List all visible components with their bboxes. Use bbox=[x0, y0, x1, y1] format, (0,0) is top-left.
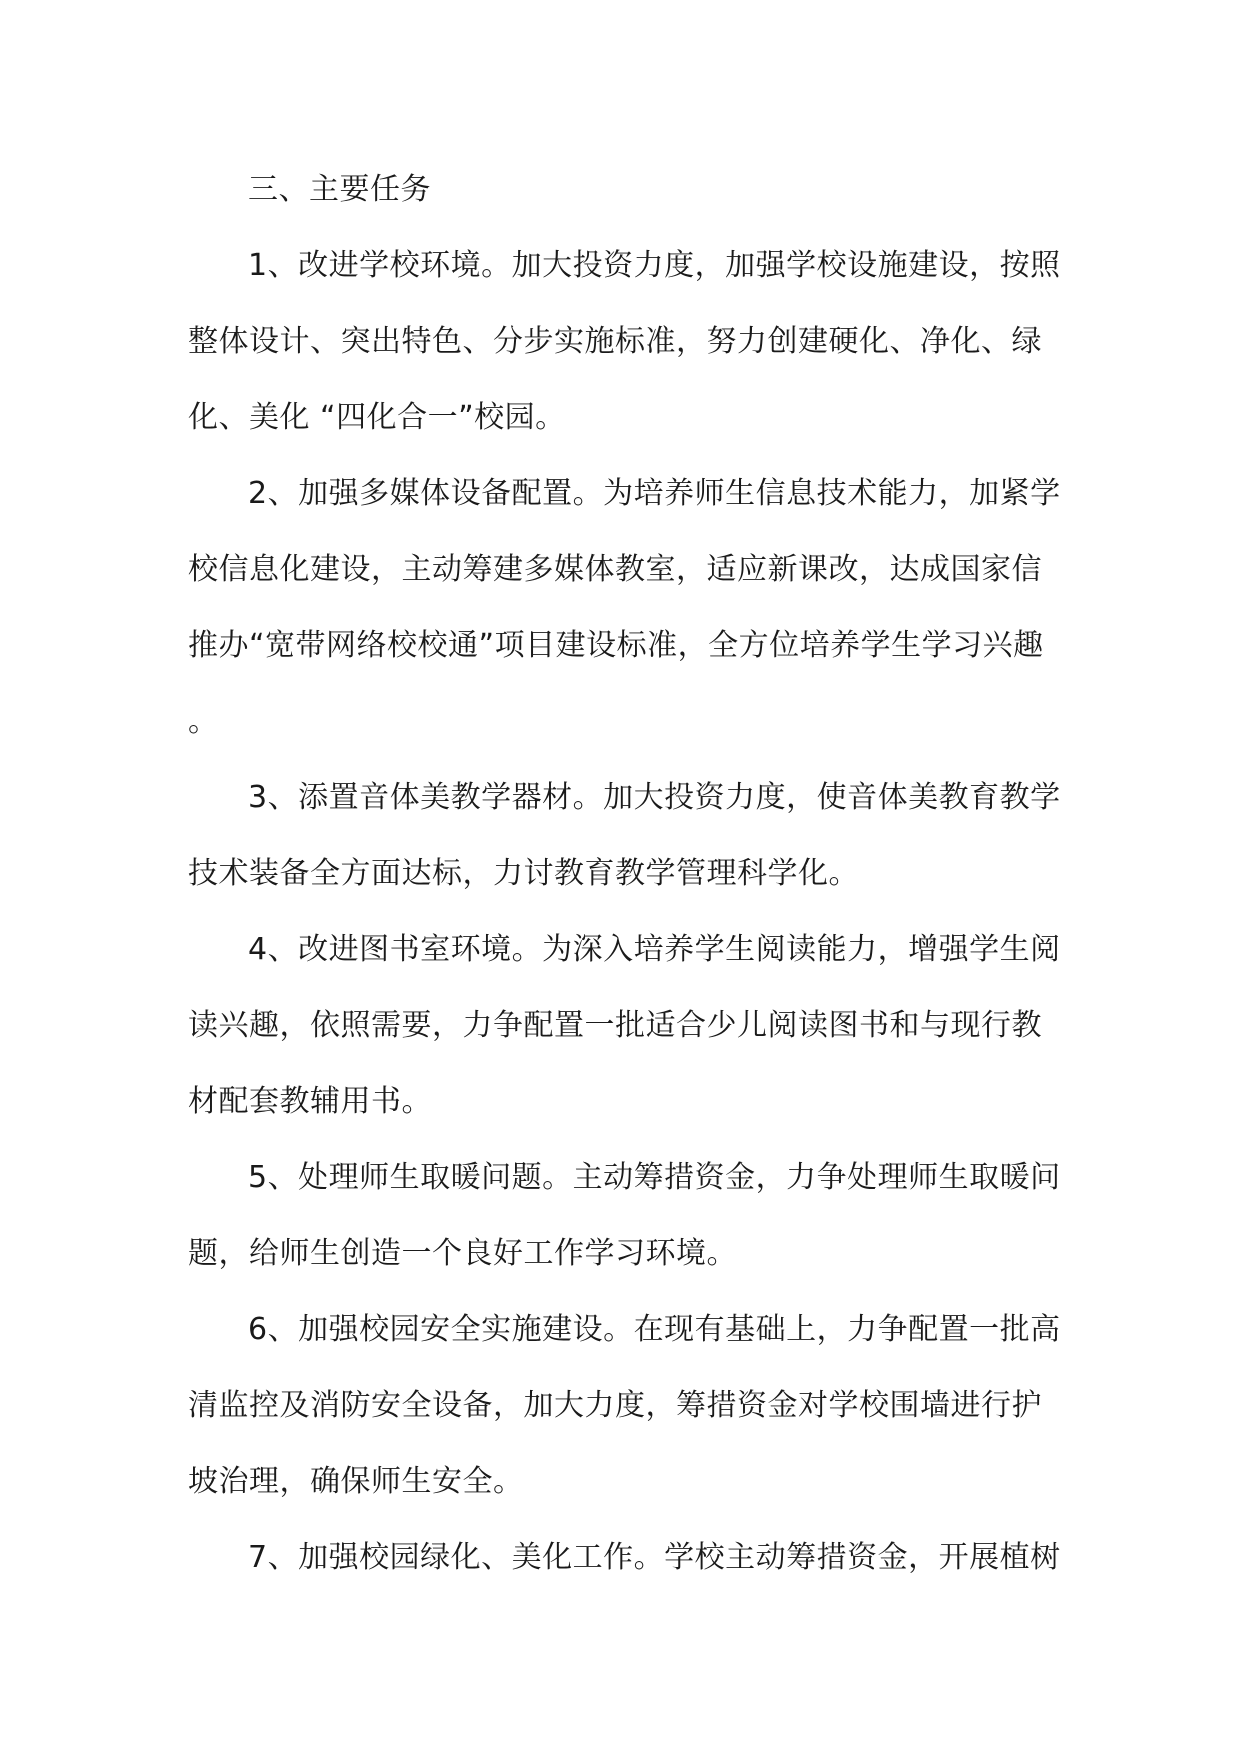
paragraph-4-line-1: 4、改进图书室环境。为深入培养学生阅读能力，增强学生阅 bbox=[248, 932, 1061, 967]
paragraph-1-line-3: 化、美化 “四化合一”校园。 bbox=[188, 400, 566, 435]
paragraph-7-line-1: 7、加强校园绿化、美化工作。学校主动筹措资金，开展植树 bbox=[248, 1540, 1061, 1575]
paragraph-2-line-4: 。 bbox=[188, 704, 219, 739]
paragraph-6-line-1: 6、加强校园安全实施建设。在现有基础上，力争配置一批高 bbox=[248, 1312, 1061, 1347]
paragraph-1-line-1: 1、改进学校环境。加大投资力度，加强学校设施建设，按照 bbox=[248, 248, 1061, 283]
paragraph-3-line-1: 3、添置音体美教学器材。加大投资力度，使音体美教育教学 bbox=[248, 780, 1061, 815]
paragraph-2-line-1: 2、加强多媒体设备配置。为培养师生信息技术能力，加紧学 bbox=[248, 476, 1061, 511]
paragraph-6-line-2: 清监控及消防安全设备，加大力度，筹措资金对学校围墙进行护 bbox=[188, 1388, 1042, 1423]
paragraph-6-line-3: 坡治理，确保师生安全。 bbox=[188, 1464, 524, 1499]
paragraph-4-line-3: 材配套教辅用书。 bbox=[188, 1084, 432, 1119]
paragraph-3-line-2: 技术装备全方面达标，力讨教育教学管理科学化。 bbox=[188, 856, 859, 891]
paragraph-2-line-2: 校信息化建设，主动筹建多媒体教室，适应新课改，达成国家信 bbox=[188, 552, 1042, 587]
paragraph-2-line-3: 推办“宽带网络校校通”项目建设标准，全方位培养学生学习兴趣 bbox=[188, 628, 1044, 663]
paragraph-4-line-2: 读兴趣，依照需要，力争配置一批适合少儿阅读图书和与现行教 bbox=[188, 1008, 1042, 1043]
section-heading: 三、主要任务 bbox=[248, 172, 431, 207]
paragraph-5-line-2: 题，给师生创造一个良好工作学习环境。 bbox=[188, 1236, 737, 1271]
paragraph-1-line-2: 整体设计、突出特色、分步实施标准，努力创建硬化、净化、绿 bbox=[188, 324, 1042, 359]
paragraph-5-line-1: 5、处理师生取暖问题。主动筹措资金，力争处理师生取暖问 bbox=[248, 1160, 1061, 1195]
